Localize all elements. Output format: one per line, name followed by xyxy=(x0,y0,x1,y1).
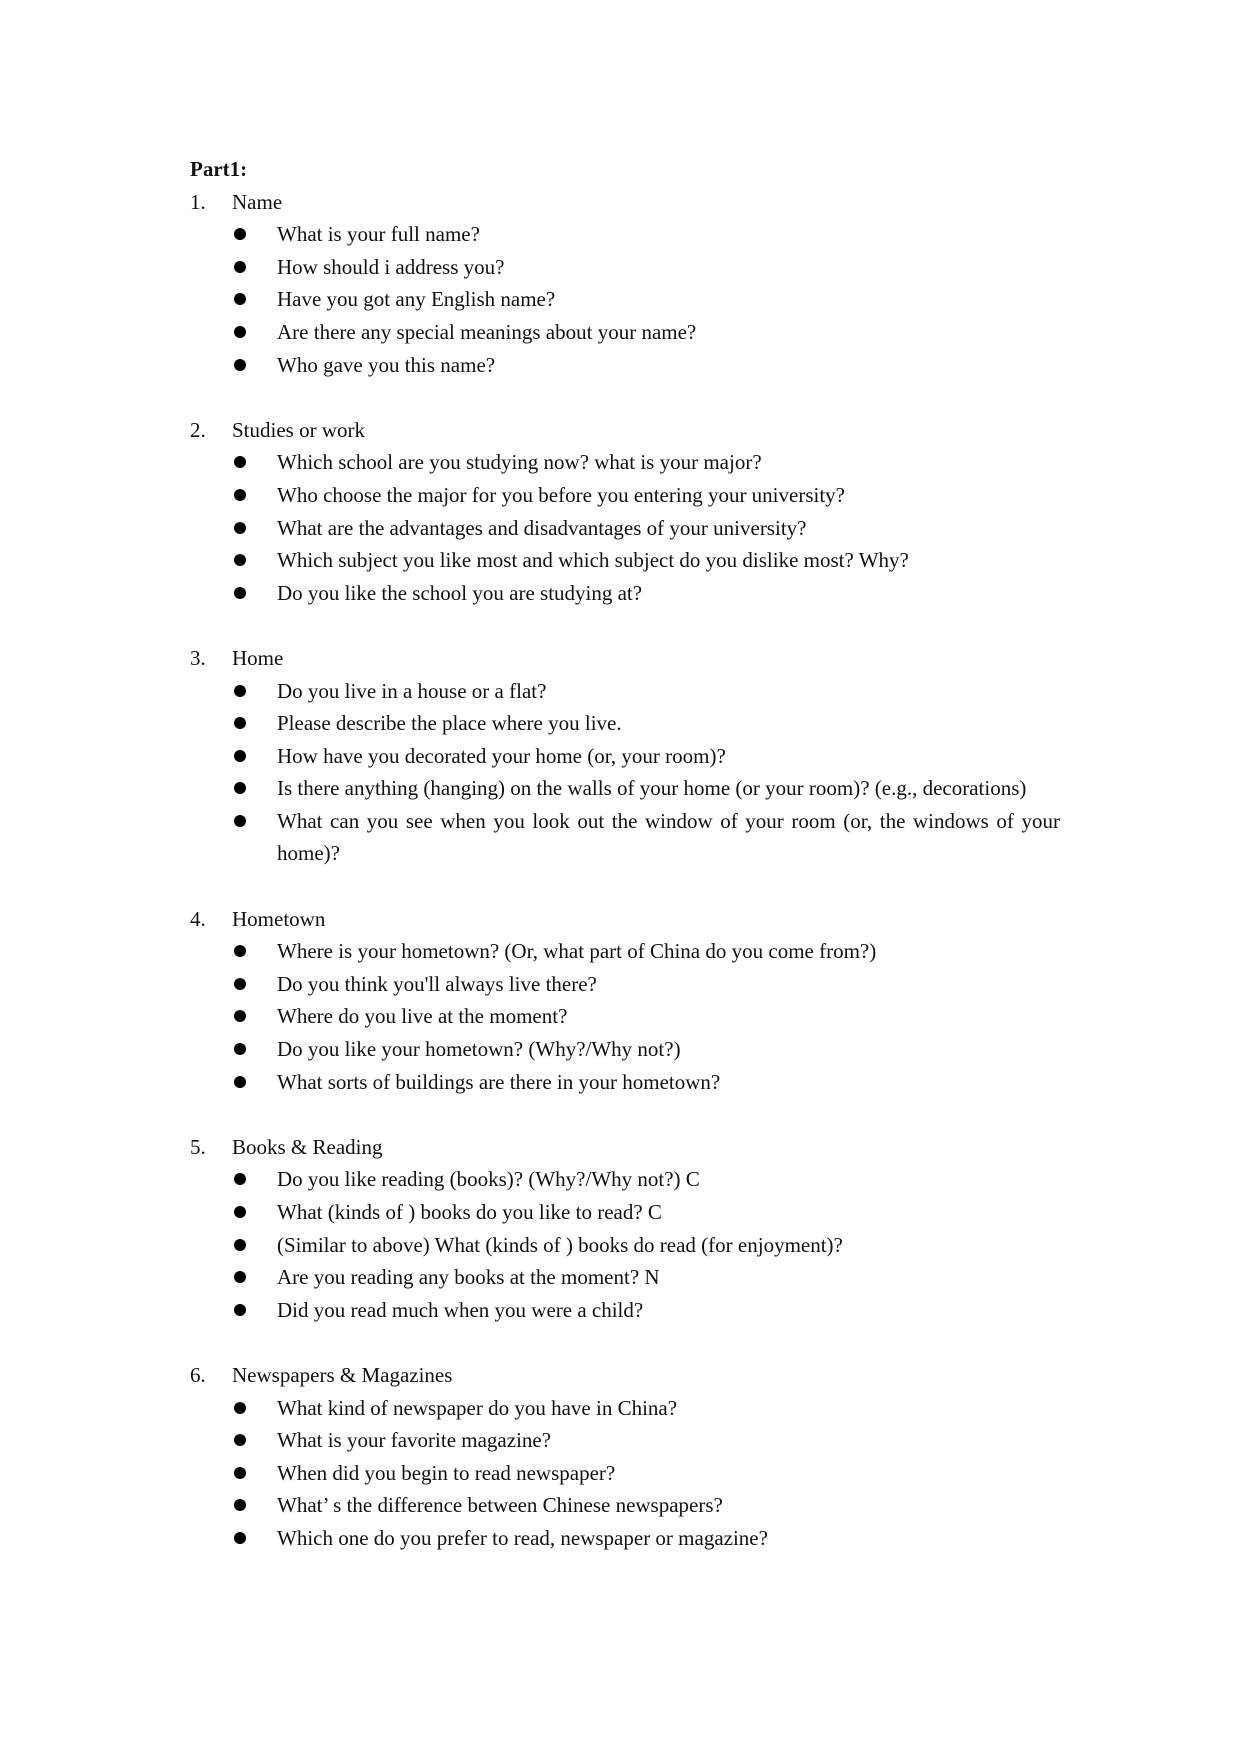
question-text: Do you like your hometown? (Why?/Why not?) xyxy=(277,1037,681,1062)
section-heading xyxy=(190,1359,1060,1392)
list-item xyxy=(190,675,1060,708)
list-item xyxy=(190,707,1060,740)
section xyxy=(190,1131,1060,1327)
bullet-icon xyxy=(234,815,246,827)
bullet-icon xyxy=(234,1434,246,1446)
question-text: What is your full name? xyxy=(277,222,480,247)
bullet-icon xyxy=(234,554,246,566)
question-text: Do you live in a house or a flat? xyxy=(277,678,547,703)
list-item xyxy=(190,968,1060,1001)
list-item xyxy=(190,1033,1060,1066)
question-text: Which one do you prefer to read, newspaper or magazine? xyxy=(277,1525,768,1550)
bullet-icon xyxy=(234,1010,246,1022)
section xyxy=(190,414,1060,610)
question-text: What kind of newspaper do you have in China? xyxy=(277,1395,678,1420)
section-heading xyxy=(190,903,1060,936)
question-text: Have you got any English name? xyxy=(277,287,556,312)
list-item xyxy=(190,1457,1060,1490)
section xyxy=(190,903,1060,1099)
list-item xyxy=(190,935,1060,968)
question-text: What’ s the difference between Chinese newspapers? xyxy=(277,1493,723,1518)
bullet-icon xyxy=(234,945,246,957)
bullet-icon xyxy=(234,293,246,305)
bullet-icon xyxy=(234,750,246,762)
bullet-icon xyxy=(234,717,246,729)
bullet-icon xyxy=(234,261,246,273)
question-list xyxy=(190,1163,1060,1326)
bullet-icon xyxy=(234,359,246,371)
list-item xyxy=(190,805,1060,870)
section-number: 2. xyxy=(190,417,206,442)
document-content xyxy=(190,153,1060,1587)
list-item xyxy=(190,1294,1060,1327)
list-item xyxy=(190,1163,1060,1196)
list-item xyxy=(190,577,1060,610)
question-text: Did you read much when you were a child? xyxy=(277,1297,644,1322)
list-item xyxy=(190,772,1060,805)
section-number: 6. xyxy=(190,1362,206,1387)
section-list xyxy=(190,186,1060,1555)
question-list xyxy=(190,446,1060,609)
bullet-icon xyxy=(234,326,246,338)
list-item xyxy=(190,1000,1060,1033)
list-item xyxy=(190,1196,1060,1229)
section-title: Hometown xyxy=(232,906,326,931)
bullet-icon xyxy=(234,782,246,794)
bullet-icon xyxy=(234,685,246,697)
bullet-icon xyxy=(234,1076,246,1088)
question-text: Do you think you'll always live there? xyxy=(277,971,597,996)
question-list xyxy=(190,218,1060,381)
bullet-icon xyxy=(234,1043,246,1055)
question-text: What are the advantages and disadvantages of your university? xyxy=(277,515,807,540)
list-item xyxy=(190,1489,1060,1522)
bullet-icon xyxy=(234,228,246,240)
question-text: Are there any special meanings about your name? xyxy=(277,319,697,344)
bullet-icon xyxy=(234,489,246,501)
bullet-icon xyxy=(234,1467,246,1479)
section xyxy=(190,186,1060,382)
question-text: Who choose the major for you before you entering your university? xyxy=(277,482,845,507)
section-title: Studies or work xyxy=(232,417,365,442)
list-item xyxy=(190,544,1060,577)
question-text: How have you decorated your home (or, your room)? xyxy=(277,743,726,768)
list-item xyxy=(190,1392,1060,1425)
list-item xyxy=(190,1066,1060,1099)
list-item xyxy=(190,349,1060,382)
list-item xyxy=(190,316,1060,349)
section-title: Books & Reading xyxy=(232,1134,383,1159)
bullet-icon xyxy=(234,1499,246,1511)
question-list xyxy=(190,935,1060,1098)
part-title: Part1: xyxy=(190,157,248,181)
section-number: 3. xyxy=(190,645,206,670)
bullet-icon xyxy=(234,1239,246,1251)
question-text: When did you begin to read newspaper? xyxy=(277,1460,616,1485)
section-heading xyxy=(190,1131,1060,1164)
bullet-icon xyxy=(234,978,246,990)
bullet-icon xyxy=(234,1402,246,1414)
bullet-icon xyxy=(234,587,246,599)
question-text: Please describe the place where you live. xyxy=(277,711,622,736)
section-heading xyxy=(190,642,1060,675)
list-item xyxy=(190,1424,1060,1457)
question-text: What is your favorite magazine? xyxy=(277,1428,552,1453)
bullet-icon xyxy=(234,456,246,468)
list-item xyxy=(190,251,1060,284)
section-heading xyxy=(190,186,1060,219)
list-item xyxy=(190,446,1060,479)
bullet-icon xyxy=(234,1271,246,1283)
question-text: Which subject you like most and which subject do you dislike most? Why? xyxy=(277,548,909,573)
question-text: (Similar to above) What (kinds of ) books do read (for enjoyment)? xyxy=(277,1232,843,1257)
section-title: Home xyxy=(232,645,284,670)
list-item xyxy=(190,218,1060,251)
question-text: Do you like the school you are studying at? xyxy=(277,580,643,605)
section xyxy=(190,1359,1060,1555)
question-text: How should i address you? xyxy=(277,254,505,279)
section-number: 4. xyxy=(190,906,206,931)
section-title: Newspapers & Magazines xyxy=(232,1362,453,1387)
section-number: 1. xyxy=(190,189,206,214)
question-text: Who gave you this name? xyxy=(277,352,496,377)
bullet-icon xyxy=(234,1304,246,1316)
section-number: 5. xyxy=(190,1134,206,1159)
list-item xyxy=(190,512,1060,545)
question-text: Which school are you studying now? what is your major? xyxy=(277,450,762,475)
list-item xyxy=(190,740,1060,773)
bullet-icon xyxy=(234,522,246,534)
question-list xyxy=(190,675,1060,871)
question-text: Where is your hometown? (Or, what part of China do you come from?) xyxy=(277,939,877,964)
bullet-icon xyxy=(234,1532,246,1544)
bullet-icon xyxy=(234,1173,246,1185)
list-item xyxy=(190,283,1060,316)
question-list xyxy=(190,1392,1060,1555)
question-text: Is there anything (hanging) on the walls of your home (or your room)? (e.g., decorations) xyxy=(277,776,1027,801)
question-text: Are you reading any books at the moment? N xyxy=(277,1265,660,1290)
section-title: Name xyxy=(232,189,283,214)
question-text: What sorts of buildings are there in your hometown? xyxy=(277,1069,721,1094)
list-item xyxy=(190,1522,1060,1555)
section xyxy=(190,642,1060,870)
bullet-icon xyxy=(234,1206,246,1218)
question-text: Where do you live at the moment? xyxy=(277,1004,568,1029)
question-text: Do you like reading (books)? (Why?/Why not?) C xyxy=(277,1167,700,1192)
question-text: What can you see when you look out the window of your room (or, the windows of your home)? xyxy=(277,808,1060,866)
list-item xyxy=(190,1229,1060,1262)
section-heading xyxy=(190,414,1060,447)
list-item xyxy=(190,479,1060,512)
question-text: What (kinds of ) books do you like to read? C xyxy=(277,1200,662,1224)
list-item xyxy=(190,1261,1060,1294)
